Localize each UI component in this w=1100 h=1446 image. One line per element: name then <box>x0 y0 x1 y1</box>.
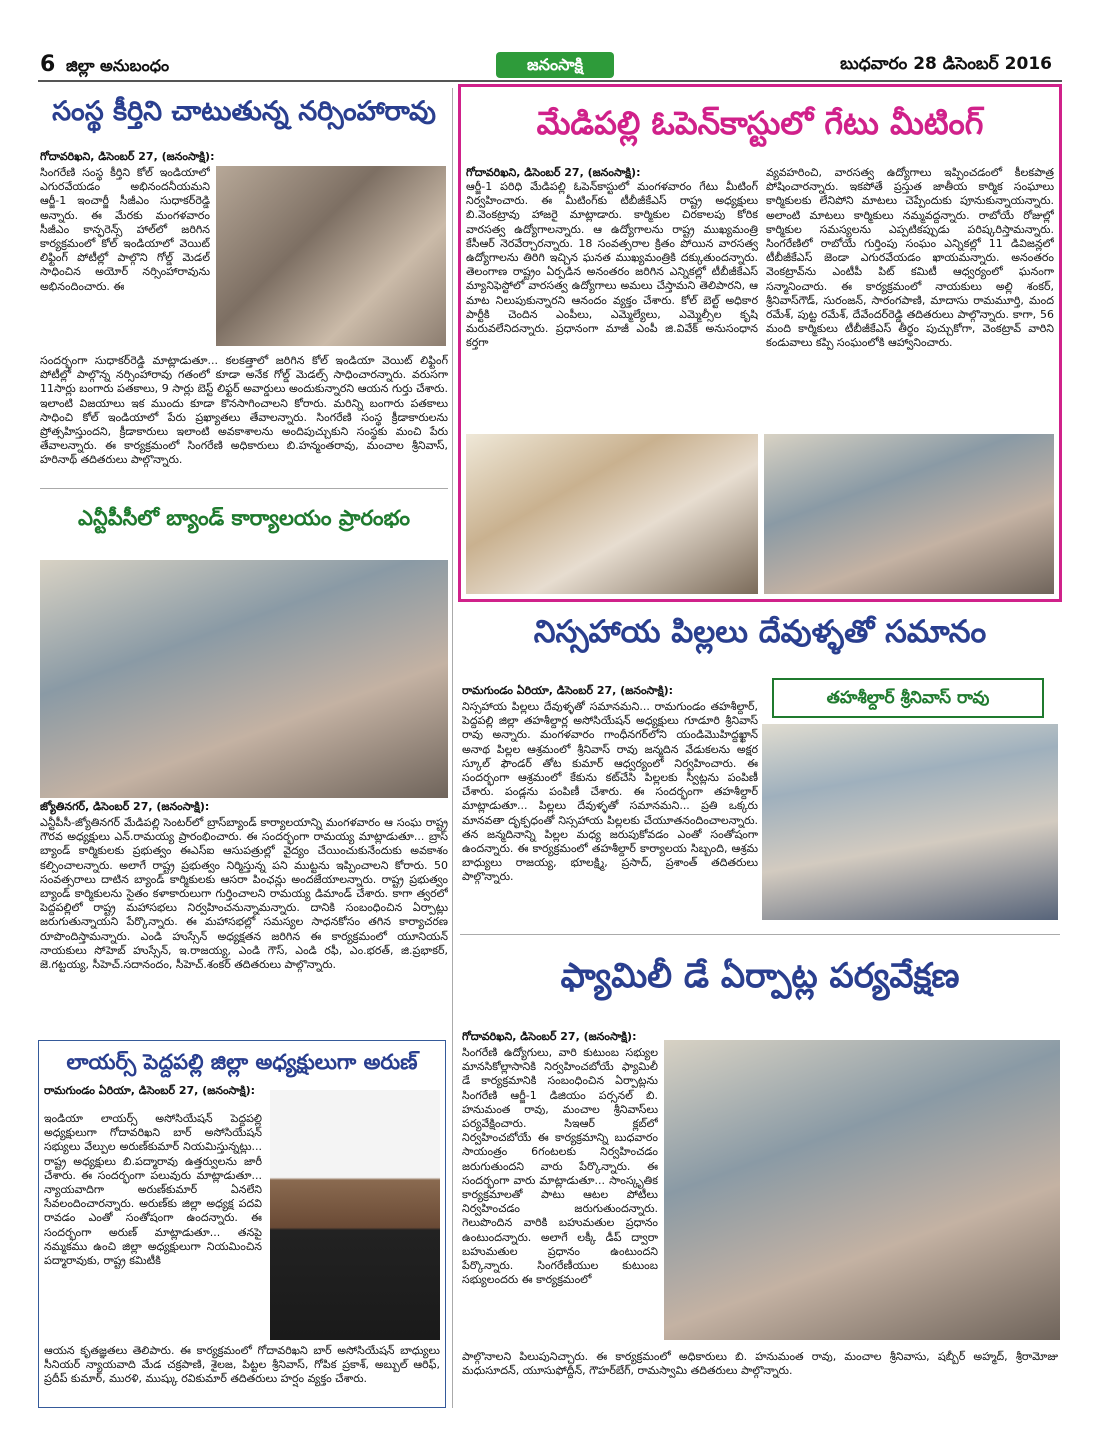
headline-a6: ఫ్యామిలీ డే ఏర్పాట్ల పర్యవేక్షణ <box>560 956 960 996</box>
byline-a1: గోదావరిఖని, డిసెంబర్ 27, (జనంసాక్షి): <box>40 150 215 163</box>
photo-a1-award <box>216 166 446 346</box>
article-a5-body-left: ఇండియా లాయర్స్ అసోసియేషన్ పెద్దపల్లి అధ్యక్షులుగా గోదావరిఖని బార్ అసోసియేషన్ సభ్యులు వేల్పుల అరుణ్‌కుమార్ నియమిస్తున్నట్లు... రాష్ట్ర అధ్యక్షులు బి.పద్మారావు ఉత్తర్వులను జారీ చేశారు. ఈ సందర్భంగా పలువురు మాట్లాడుతూ... న్యాయవాదిగా అరుణ్‌కుమార్ ఏనలేని సేవలందించారన్నారు. అరుణ్‌కు జిల్లా అధ్యక్ష పదవి రావడం ఎంతో సంతోషంగా ఉందన్నారు. ఈ సందర్భంగా అరుణ్ మాట్లాడుతూ... తనపై నమ్మకము ఉంచి జిల్లా అధ్యక్షులుగా నియమించిన పద్మారావుకు, రాష్ట్ర కమిటీకి <box>44 1112 262 1268</box>
photo-a6-inspection <box>664 1040 1060 1340</box>
byline-a2: గోదావరిఖని, డిసెంబర్ 27, (జనంసాక్షి): <box>466 166 641 179</box>
photo-a5-portrait <box>270 1090 440 1340</box>
article-a2-col1: ఆర్జీ-1 పరిధి మేడిపల్లి ఓపెన్‌కాస్టులో మంగళవారం గేటు మీటింగ్ నిర్వహించారు. ఈ మీటింగ్‌కు టీబీజీకేఎస్ రాష్ట్ర అధ్యక్షులు బి.వెంకట్రావు హాజరై మాట్లాడారు. కార్మికుల చిరకాలపు కోరిక వారసత్వ ఉద్యోగాలన్నారు. ఆ ఉద్యోగాలను రాష్ట్ర ముఖ్యమంత్రి కేసీఆర్ నెరవేర్చారన్నారు. 18 సంవత్సరాల క్రితం పోయిన వారసత్వ ఉద్యోగాలను తిరిగి ఇచ్చిన ఘనత ముఖ్యమంత్రికి దక్కుతుందన్నారు. తెలంగాణ రాష్ట్రం ఏర్పడిన అనంతరం జరిగిన ఎన్నికల్లో టీబీజీకేఎస్ మ్యానిఫెస్టోలో వారసత్వ ఉద్యోగాలు అమలు చేస్తామని తెలిపారని, ఆ మాట నిలుపుకున్నారని ఆనందం వ్యక్తం చేశారు. కోల్ బెల్ట్ అధికార పార్టీకి చెందిన ఎంపీలు, ఎమ్మెల్యేలు, ఎమ్మెల్సీల కృషి మరువలేనిదన్నారు. ప్రధానంగా మాజీ ఎంపీ జి.వివేక్ అనుసంధాన కర్తగా <box>466 180 758 350</box>
issue-date: బుధవారం 28 డిసెంబర్ 2016 <box>840 54 1052 74</box>
photo-a2-meeting-right <box>764 434 1054 594</box>
byline-a5: రామగుండం ఏరియా, డిసెంబర్ 27, (జనంసాక్షి): <box>44 1084 256 1097</box>
column-divider <box>40 488 448 489</box>
headline-a2: మేడిపల్లి ఓపెన్‌కాస్టులో గేటు మీటింగ్ <box>536 104 984 142</box>
article-a3-body: ఎన్టీపీసీ-జ్యోతినగర్ మేడిపల్లి సెంటర్‌లో బ్రాస్‌బ్యాండ్ కార్యాలయాన్ని మంగళవారం ఆ సంఘ రాష్ట్ర గౌరవ అధ్యక్షులు ఎన్.రామయ్య ప్రారంభించారు. ఈ సందర్భంగా రామయ్య మాట్లాడుతూ... బ్రాస్ బ్యాండ్ కార్మికులకు ప్రభుత్వం ఈఎస్ఐ ఆసుపత్రుల్లో వైద్యం చేయించుకునేందుకు అవకాశం కల్పించాలన్నారు. అలాగే రాష్ట్ర ప్రభుత్వం నిర్మిస్తున్న పని ముట్టను ఇప్పించాలని కోరారు. 50 సంవత్సరాలు దాటిన బ్యాండ్ కార్మికులకు ఆసరా పింఛన్లు అందజేయాలన్నారు. రాష్ట్ర ప్రభుత్వం బ్యాండ్ కార్మికులను సైతం కళాకారులుగా గుర్తించాలని రామయ్య డిమాండ్ చేశారు. కాగా త్వరలో పెద్దపల్లిలో రాష్ట్ర మహాసభలు నిర్వహించనున్నామన్నారు. దానికి సంబంధించిన ఏర్పాట్లు జరుగుతున్నాయని పేర్కొన్నారు. ఈ మహాసభల్లో సమస్యల సాధనకోసం తగిన కార్యాచరణ రూపొందిస్తామన్నారు. ఎండి హుస్సేన్ అధ్యక్షతన జరిగిన ఈ కార్యక్రమంలో యూనియన్ నాయకులు సోహెబ్ హుస్సేన్, ఇ.రాజయ్య, ఎండి గౌస్, ఎండి రఫీ, ఎం.భరత్, జి.ప్రభాకర్, జె.గట్టయ్య, సీహెచ్.సదానందం, సీహెచ్.శంకర్ తదితరులు పాల్గొన్నారు. <box>40 816 448 972</box>
photo-a4-children <box>762 724 1058 920</box>
section-divider <box>460 934 1060 935</box>
headline-a5: లాయర్స్ పెద్దపల్లి జిల్లా అధ్యక్షులుగా అరుణ్ <box>66 1050 418 1074</box>
photo-a3-ribbon-cutting <box>40 560 448 798</box>
photo-a2-meeting-left <box>466 434 758 594</box>
headline-a4: నిస్సహాయ పిల్లలు దేవుళ్ళతో సమానం <box>533 614 987 650</box>
page-number: 6 <box>40 52 56 77</box>
byline-a6: గోదావరిఖని, డిసెంబర్ 27, (జనంసాక్షి): <box>462 1030 637 1043</box>
article-a2-col2: వ్యవహరించి, వారసత్వ ఉద్యోగాలు ఇప్పించడంలో కీలకపాత్ర పోషించారన్నారు. ఇకపోతే ప్రస్తుత జాతీయ కార్మిక సంఘాలు కార్మికులకు లేనిపోని మాటలు చెప్పేందుకు పూనుకున్నాయన్నారు. అలాంటి మాటలు కార్మికులు నమ్మవద్దన్నారు. రాబోయే రోజుల్లో కార్మికుల సమస్యలను ఎప్పటికప్పుడు పరిష్కరిస్తామన్నారు. సింగరేణిలో రాబోయే గుర్తింపు సంఘం ఎన్నికల్లో 11 డివిజన్లలో టీబీజీకేఎస్ జెండా ఎగురవేయడం ఖాయమన్నారు. అనంతరం వెంకట్రావ్‌ను ఎంటీపీ పిట్ కమిటీ ఆధ్వర్యంలో ఘనంగా సన్మానించారు. ఈ కార్యక్రమంలో నాయకులు అల్లి శంకర్, శ్రీనివాస్‌గౌడ్, సురంజన్, సారంగపాణి, మాదాసు రామమూర్తి, మంద రమేశ్, పుట్ట రమేశ్, దేవేందర్‌రెడ్డి తదితరులు పాల్గొన్నారు. కాగా, 56 మంది కార్మికులు టీబీజీకేఎస్ తీర్థం పుచ్చుకోగా, వెంకట్రావ్ వారిని కండువాలు కప్పి సంఘంలోకి ఆహ్వానించారు. <box>766 166 1054 350</box>
article-a6-body: పాల్గొనాలని పిలుపునిచ్చారు. ఈ కార్యక్రమంలో అధికారులు బి. హనుమంత రావు, మంచాల శ్రీనివాసు, షబ్బీర్ అహ్మద్, శ్రీరామోజు మధుసూదన్, యూసుఫోద్దీన్, గౌహర్‌బేగ్, రామస్వామి తదితరులు పాల్గొన్నారు. <box>462 1350 1058 1378</box>
article-a4-body: నిస్సహాయ పిల్లలు దేవుళ్ళతో సమానమని... రామగుండం తహశీల్దార్, పెద్దపల్లి జిల్లా తహశీల్దార్ల అసోసియేషన్ అధ్యక్షులు గూడూరి శ్రీనివాస్ రావు అన్నారు. మంగళవారం గాంధీనగర్‌లోని యండిమొహిద్దఖ్ఖాన్ అనాథ పిల్లల ఆశ్రమంలో శ్రీనివాస్ రావు జన్మదిన వేడుకలను అక్షర స్కూల్ ఫౌండర్ తోట కుమార్ ఆధ్వర్యంలో నిర్వహించారు. ఈ సందర్భంగా ఆశ్రమంలో కేకును కట్‌చేసి పిల్లలకు స్వీట్లను పంపిణీ చేశారు. పండ్లను పంపిణీ చేశారు. ఈ సందర్భంగా తహశీల్దార్ మాట్లాడుతూ... పిల్లలు దేవుళ్ళతో సమానమని... ప్రతి ఒక్కరు మానవతా దృక్పధంతో నిస్సహాయ పిల్లలకు చేయూతనందించాలన్నారు. తన జన్మదినాన్ని పిల్లల మధ్య జరుపుకోవడం ఎంతో సంతోషంగా ఉందన్నారు. ఈ కార్యక్రమంలో తహశీల్దార్ కార్యాలయ సిబ్బంది, ఆశ్రమ బాధ్యులు రాజయ్య, భూలక్ష్మి, ప్రసాద్, ప్రశాంత్ తదితరులు పాల్గొన్నారు. <box>462 700 758 884</box>
byline-a4: రామగుండం ఏరియా, డిసెంబర్ 27, (జనంసాక్షి): <box>462 684 674 697</box>
quote-tag-a4: తహశీల్దార్ శ్రీనివాస్ రావు <box>772 678 1044 718</box>
article-a1-body: సందర్భంగా సుధాకర్‌రెడ్డి మాట్లాడుతూ... కలకత్తాలో జరిగిన కోల్ ఇండియా వెయిట్ లిఫ్టింగ్ పోటీల్లో పాల్గొన్న నర్సింహారావు గతంలో కూడా అనేక గోల్డ్ మెడల్స్ సాధించారన్నారు. వరుసగా 11సార్లు బంగారు పతకాలు, 9 సార్లు బెస్ట్ లిఫ్టర్ అవార్డులు అందుకున్నారని ఆయన గుర్తు చేశారు. ఇలాంటి విజయాలు ఇక ముందు కూడా కొనసాగించాలని కోరారు. మరిన్ని బంగారు పతకాలు సాధించి కోల్ ఇండియాలో పేరు ప్రఖ్యాతలు తేవాలన్నారు. సింగరేణి సంస్థ క్రీడాకారులను ప్రోత్సహిస్తుందని, క్రీడాకారులు ఇలాంటి అవకాశాలను అందిపుచ్చుకుని సంస్థకు మంచి పేరు తేవాలన్నారు. ఈ కార్యక్రమంలో సింగరేణి అధికారులు బి.హన్మంతరావు, మంచాల శ్రీనివాస్, హరినాథ్ తదితరులు పాల్గొన్నారు. <box>40 354 448 467</box>
header-rule <box>38 80 1062 82</box>
headline-a3: ఎన్టీపీసీలో బ్యాండ్ కార్యాలయం ప్రారంభం <box>78 506 410 530</box>
article-a1-body-left: సింగరేణి సంస్థ కీర్తిని కోల్ ఇండియాలో ఎగురవేయడం అభినందనీయమని ఆర్జీ-1 ఇంచార్జీ సీజీఎం సుధాకర్‌రెడ్డి అన్నారు. ఈ మేరకు మంగళవారం సీజీఎం కాన్ఫరెన్స్ హాల్‌లో జరిగిన కార్యక్రమంలో కోల్ ఇండియాలో వెయిట్ లిఫ్టింగ్ పోటీల్లో పాల్గొని గోల్డ్ మెడల్ సాధించిన అయోర్ నర్సింహారావును అభినందించారు. ఈ <box>40 166 210 293</box>
article-a6-body-left: సింగరేణి ఉద్యోగులు, వారి కుటుంబ సభ్యుల మానసికోల్లాసానికి నిర్వహించబోయే ఫ్యామిలీ డే కార్యక్రమానికి సంబంధించిన ఏర్పాట్లను సింగరేణి ఆర్జీ-1 డిజియం పర్సనల్ బి. హనుమంత రావు, మంచాల శ్రీనివాస్‌లు పర్యవేక్షించారు. సిఇఆర్ క్లబ్‌లో నిర్వహించబోయే ఈ కార్యక్రమాన్ని బుధవారం సాయంత్రం 6గంటలకు నిర్వహించడం జరుగుతుందని వారు పేర్కొన్నారు. ఈ సందర్భంగా వారు మాట్లాడుతూ... సాంస్కృతిక కార్యక్రమాలతో పాటు ఆటల పోటీలు నిర్వహించడం జరుగుతుందన్నారు. గెలుపొందిన వారికి బహుమతుల ప్రధానం ఉంటుందన్నారు. అలాగే లక్కీ డీప్ ద్వారా బహుమతుల ప్రధానం ఉంటుందని పేర్కొన్నారు. సింగరేణీయుల కుటుంబ సభ్యులందరు ఈ కార్యక్రమంలో <box>462 1046 658 1287</box>
headline-a1: సంస్థ కీర్తిని చాటుతున్న నర్సింహారావు <box>52 96 436 127</box>
section-name: జిల్లా అనుబంధం <box>66 56 170 75</box>
byline-a3: జ్యోతినగర్, డిసెంబర్ 27, (జనంసాక్షి): <box>40 800 210 813</box>
vertical-divider <box>452 88 453 1408</box>
masthead-logo: జనంసాక్షి <box>496 52 614 78</box>
article-a5-body: ఆయన కృతజ్ఞతలు తెలిపారు. ఈ కార్యక్రమంలో గోదావరిఖని బార్ అసోసియేషన్ బాధ్యులు సీనియర్ న్యాయవాది మేడ చక్రపాణి, శైలజ, పిట్టల శ్రీనివాస్, గోపిక ప్రకాశ్, అబ్బుల్ ఆరిఫ్, ప్రదీప్ కుమార్, మురళి, ముష్కు రవికుమార్ తదితరులు హర్షం వ్యక్తం చేశారు. <box>44 1344 440 1386</box>
